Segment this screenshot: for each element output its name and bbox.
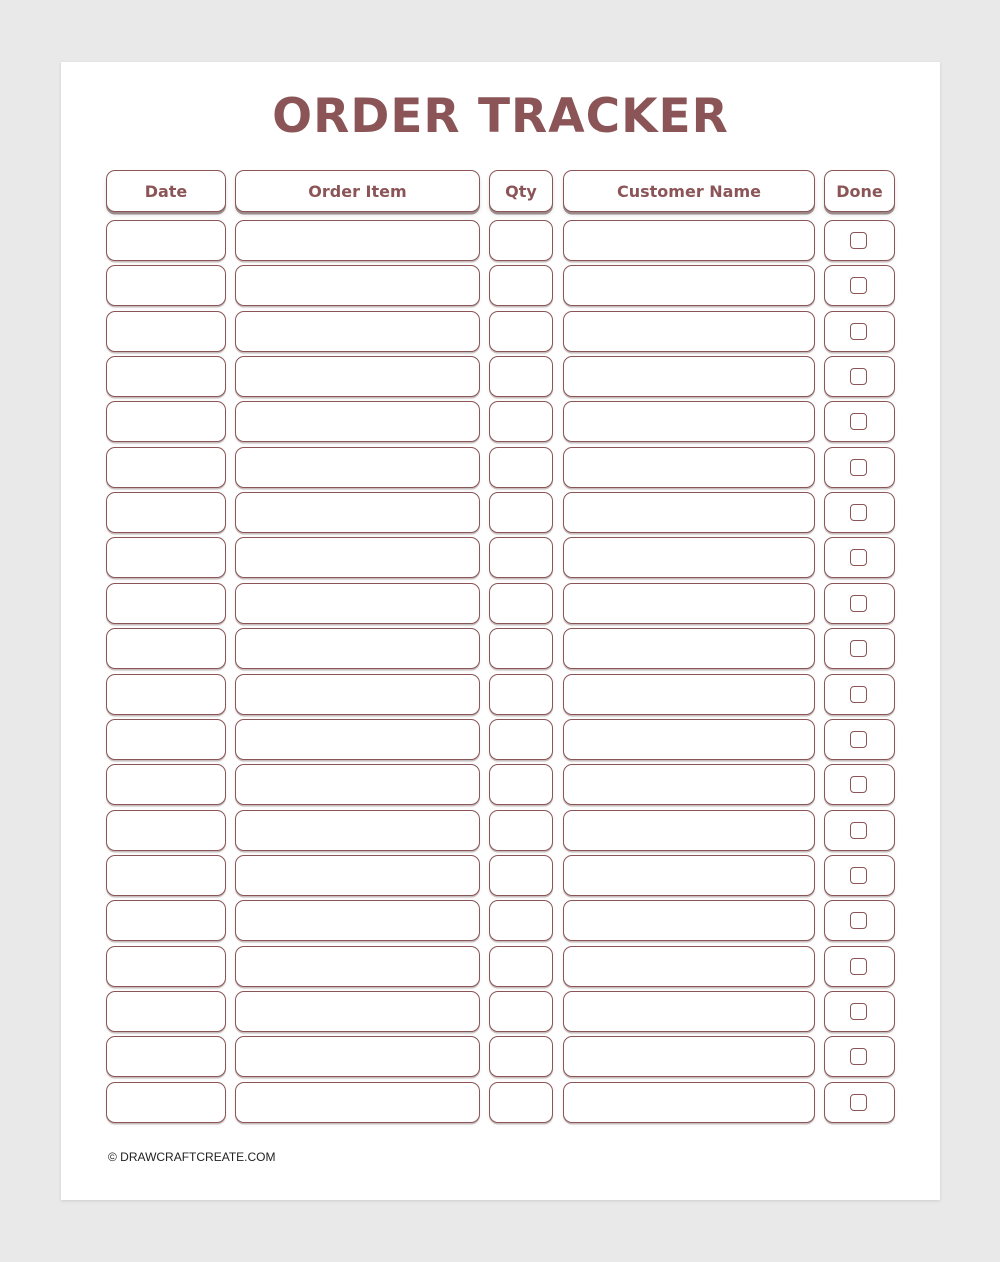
customer-name-cell[interactable] <box>563 265 815 306</box>
qty-cell[interactable] <box>489 1036 553 1077</box>
order-item-cell[interactable] <box>235 356 480 397</box>
date-cell[interactable] <box>106 1036 226 1077</box>
checkbox-icon[interactable] <box>850 595 867 612</box>
date-cell[interactable] <box>106 265 226 306</box>
checkbox-icon[interactable] <box>850 776 867 793</box>
customer-name-cell[interactable] <box>563 311 815 352</box>
header-order-item: Order Item <box>235 170 480 212</box>
customer-name-cell[interactable] <box>563 674 815 715</box>
order-item-cell[interactable] <box>235 311 480 352</box>
checkbox-icon[interactable] <box>850 549 867 566</box>
order-item-cell[interactable] <box>235 492 480 533</box>
date-cell[interactable] <box>106 764 226 805</box>
order-item-cell[interactable] <box>235 946 480 987</box>
date-cell[interactable] <box>106 810 226 851</box>
date-cell[interactable] <box>106 900 226 941</box>
order-item-cell[interactable] <box>235 855 480 896</box>
qty-cell[interactable] <box>489 674 553 715</box>
date-cell[interactable] <box>106 447 226 488</box>
customer-name-cell[interactable] <box>563 1082 815 1123</box>
customer-name-cell[interactable] <box>563 628 815 669</box>
checkbox-icon[interactable] <box>850 1094 867 1111</box>
checkbox-icon[interactable] <box>850 232 867 249</box>
order-item-cell[interactable] <box>235 401 480 442</box>
date-cell[interactable] <box>106 583 226 624</box>
customer-name-cell[interactable] <box>563 356 815 397</box>
qty-cell[interactable] <box>489 265 553 306</box>
order-item-cell[interactable] <box>235 810 480 851</box>
order-item-cell[interactable] <box>235 900 480 941</box>
checkbox-icon[interactable] <box>850 958 867 975</box>
qty-cell[interactable] <box>489 764 553 805</box>
order-item-cell[interactable] <box>235 991 480 1032</box>
date-cell[interactable] <box>106 492 226 533</box>
header-done: Done <box>824 170 895 212</box>
customer-name-cell[interactable] <box>563 537 815 578</box>
checkbox-icon[interactable] <box>850 912 867 929</box>
customer-name-cell[interactable] <box>563 492 815 533</box>
customer-name-cell[interactable] <box>563 447 815 488</box>
customer-name-cell[interactable] <box>563 401 815 442</box>
date-cell[interactable] <box>106 401 226 442</box>
qty-cell[interactable] <box>489 991 553 1032</box>
qty-cell[interactable] <box>489 537 553 578</box>
date-cell[interactable] <box>106 719 226 760</box>
checkbox-icon[interactable] <box>850 822 867 839</box>
order-item-cell[interactable] <box>235 1082 480 1123</box>
qty-cell[interactable] <box>489 583 553 624</box>
qty-cell[interactable] <box>489 220 553 261</box>
qty-cell[interactable] <box>489 356 553 397</box>
order-item-cell[interactable] <box>235 265 480 306</box>
date-cell[interactable] <box>106 1082 226 1123</box>
checkbox-icon[interactable] <box>850 640 867 657</box>
copyright-footer: © DRAWCRAFTCREATE.COM <box>108 1150 276 1164</box>
tracker-sheet <box>61 62 940 1200</box>
customer-name-cell[interactable] <box>563 719 815 760</box>
date-cell[interactable] <box>106 855 226 896</box>
customer-name-cell[interactable] <box>563 991 815 1032</box>
checkbox-icon[interactable] <box>850 867 867 884</box>
qty-cell[interactable] <box>489 628 553 669</box>
qty-cell[interactable] <box>489 900 553 941</box>
customer-name-cell[interactable] <box>563 855 815 896</box>
qty-cell[interactable] <box>489 447 553 488</box>
date-cell[interactable] <box>106 311 226 352</box>
date-cell[interactable] <box>106 220 226 261</box>
header-qty: Qty <box>489 170 553 212</box>
date-cell[interactable] <box>106 628 226 669</box>
date-cell[interactable] <box>106 356 226 397</box>
customer-name-cell[interactable] <box>563 946 815 987</box>
qty-cell[interactable] <box>489 492 553 533</box>
order-item-cell[interactable] <box>235 1036 480 1077</box>
order-item-cell[interactable] <box>235 719 480 760</box>
date-cell[interactable] <box>106 946 226 987</box>
header-customer-name: Customer Name <box>563 170 815 212</box>
customer-name-cell[interactable] <box>563 764 815 805</box>
checkbox-icon[interactable] <box>850 368 867 385</box>
checkbox-icon[interactable] <box>850 504 867 521</box>
date-cell[interactable] <box>106 537 226 578</box>
header-date: Date <box>106 170 226 212</box>
customer-name-cell[interactable] <box>563 583 815 624</box>
customer-name-cell[interactable] <box>563 900 815 941</box>
customer-name-cell[interactable] <box>563 1036 815 1077</box>
order-item-cell[interactable] <box>235 674 480 715</box>
order-item-cell[interactable] <box>235 537 480 578</box>
date-cell[interactable] <box>106 674 226 715</box>
order-item-cell[interactable] <box>235 628 480 669</box>
page-title: ORDER TRACKER <box>272 89 729 144</box>
order-item-cell[interactable] <box>235 764 480 805</box>
checkbox-icon[interactable] <box>850 1003 867 1020</box>
qty-cell[interactable] <box>489 855 553 896</box>
qty-cell[interactable] <box>489 946 553 987</box>
customer-name-cell[interactable] <box>563 810 815 851</box>
checkbox-icon[interactable] <box>850 323 867 340</box>
checkbox-icon[interactable] <box>850 413 867 430</box>
customer-name-cell[interactable] <box>563 220 815 261</box>
qty-cell[interactable] <box>489 311 553 352</box>
date-cell[interactable] <box>106 991 226 1032</box>
checkbox-icon[interactable] <box>850 686 867 703</box>
checkbox-icon[interactable] <box>850 277 867 294</box>
checkbox-icon[interactable] <box>850 731 867 748</box>
order-item-cell[interactable] <box>235 447 480 488</box>
qty-cell[interactable] <box>489 401 553 442</box>
checkbox-icon[interactable] <box>850 1048 867 1065</box>
checkbox-icon[interactable] <box>850 459 867 476</box>
order-item-cell[interactable] <box>235 583 480 624</box>
qty-cell[interactable] <box>489 810 553 851</box>
order-item-cell[interactable] <box>235 220 480 261</box>
qty-cell[interactable] <box>489 1082 553 1123</box>
qty-cell[interactable] <box>489 719 553 760</box>
